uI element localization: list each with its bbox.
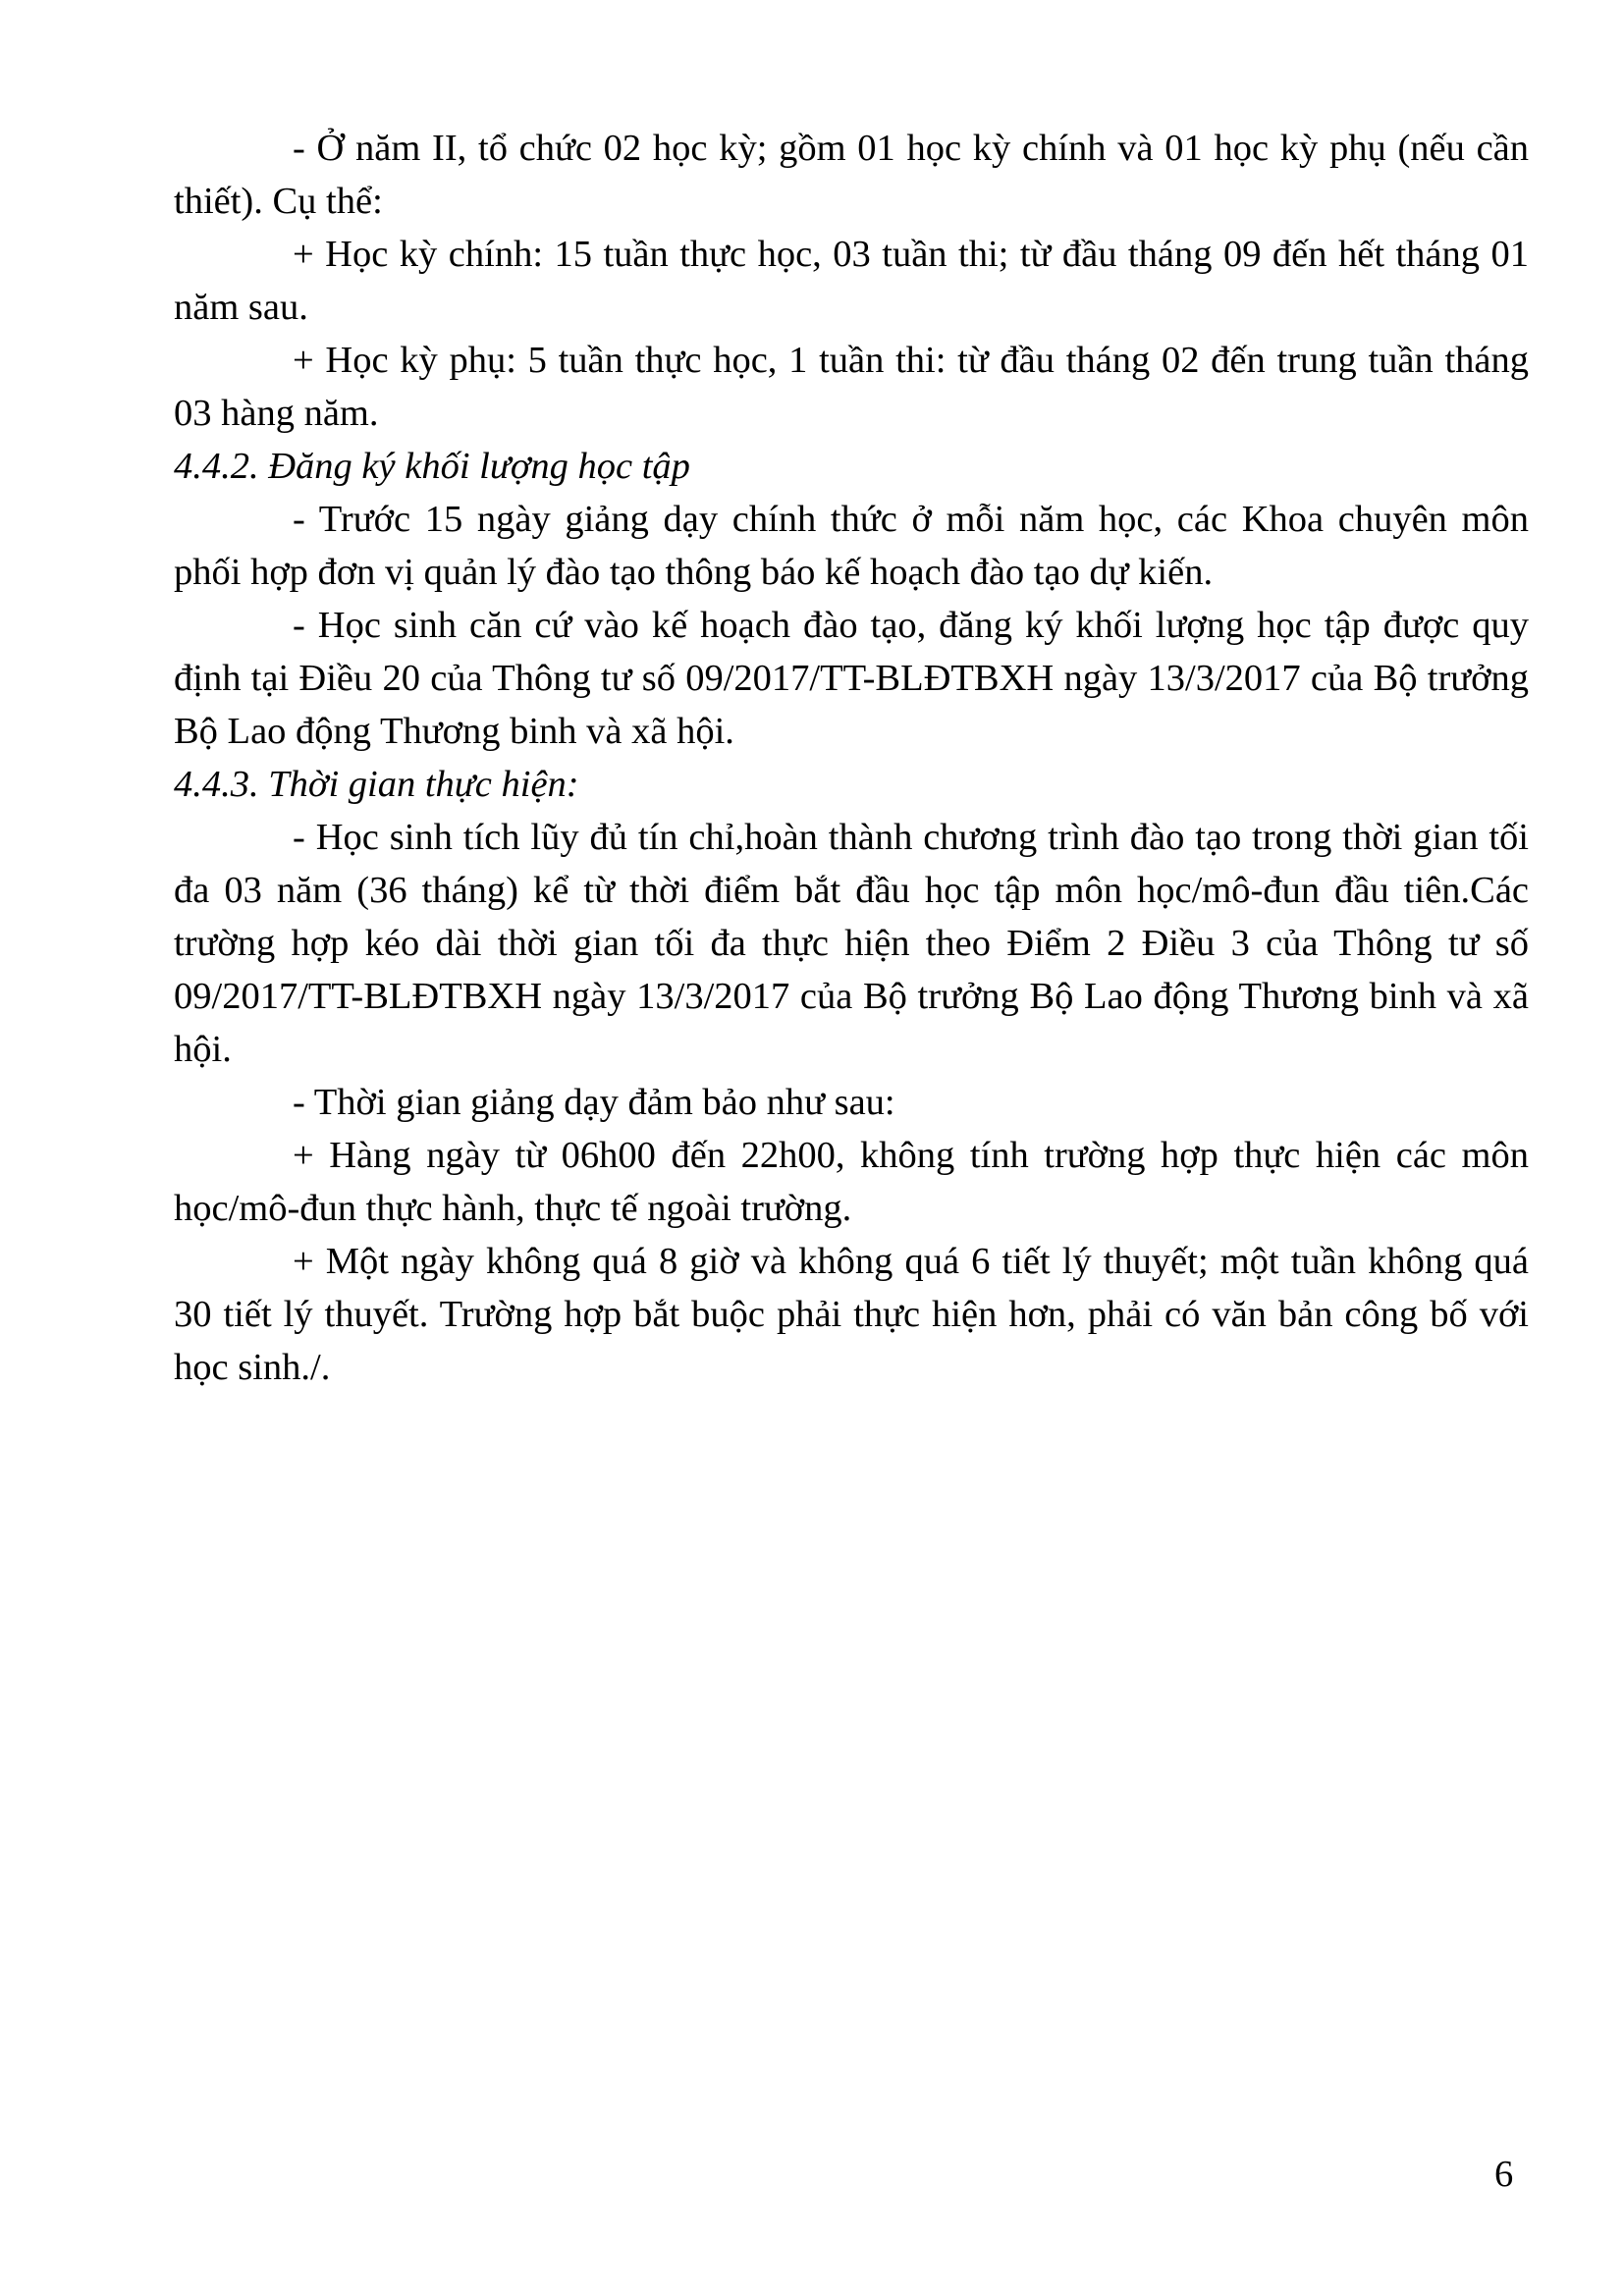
heading-4-4-2: 4.4.2. Đăng ký khối lượng học tập — [174, 446, 690, 487]
paragraph-training-plan-notice: - Trước 15 ngày giảng dạy chính thức ở mỗi năm học, các Khoa chuyên môn phối hợp đơn vị quản lý đào tạo thông báo kế hoạch đào tạo dự kiến. — [174, 499, 1529, 593]
paragraph-sub-semester: + Học kỳ phụ: 5 tuần thực học, 1 tuần thi: từ đầu tháng 02 đến trung tuần tháng 03 hàng năm. — [174, 340, 1529, 434]
paragraph-credit-accumulation: - Học sinh tích lũy đủ tín chỉ,hoàn thành chương trình đào tạo trong thời gian tối đa 03 năm (36 tháng) kể từ thời điểm bắt đầu học tập môn học/mô-đun đầu tiên.Các trường hợp kéo dài thời gian tối đa thực hiện theo Điểm 2 Điều 3 của Thông tư số 09/2017/TT-BLĐTBXH ngày 13/3/2017 của Bộ trưởng Bộ Lao động Thương binh và xã hội. — [174, 817, 1529, 1070]
document-body — [174, 122, 1529, 1394]
paragraph-daily-hours: + Hàng ngày từ 06h00 đến 22h00, không tính trường hợp thực hiện các môn học/mô-đun thực hành, thực tế ngoài trường. — [174, 1135, 1529, 1229]
paragraph-teaching-time: - Thời gian giảng dạy đảm bảo như sau: — [293, 1082, 895, 1123]
heading-4-4-3: 4.4.3. Thời gian thực hiện: — [174, 764, 579, 805]
paragraph-registration: - Học sinh căn cứ vào kế hoạch đào tạo, đăng ký khối lượng học tập được quy định tại Điều 20 của Thông tư số 09/2017/TT-BLĐTBXH ngày 13/3/2017 của Bộ trưởng Bộ Lao động Thương binh và xã hội. — [174, 605, 1529, 752]
paragraph-weekly-limits: + Một ngày không quá 8 giờ và không quá 6 tiết lý thuyết; một tuần không quá 30 tiết lý thuyết. Trường hợp bắt buộc phải thực hiện hơn, phải có văn bản công bố với học sinh./. — [174, 1241, 1529, 1388]
paragraph-main-semester: + Học kỳ chính: 15 tuần thực học, 03 tuần thi; từ đầu tháng 09 đến hết tháng 01 năm sau. — [174, 234, 1529, 328]
paragraph-semester-structure: - Ở năm II, tổ chức 02 học kỳ; gồm 01 học kỳ chính và 01 học kỳ phụ (nếu cần thiết). Cụ thể: — [174, 128, 1529, 222]
page-number: 6 — [1494, 2154, 1514, 2195]
